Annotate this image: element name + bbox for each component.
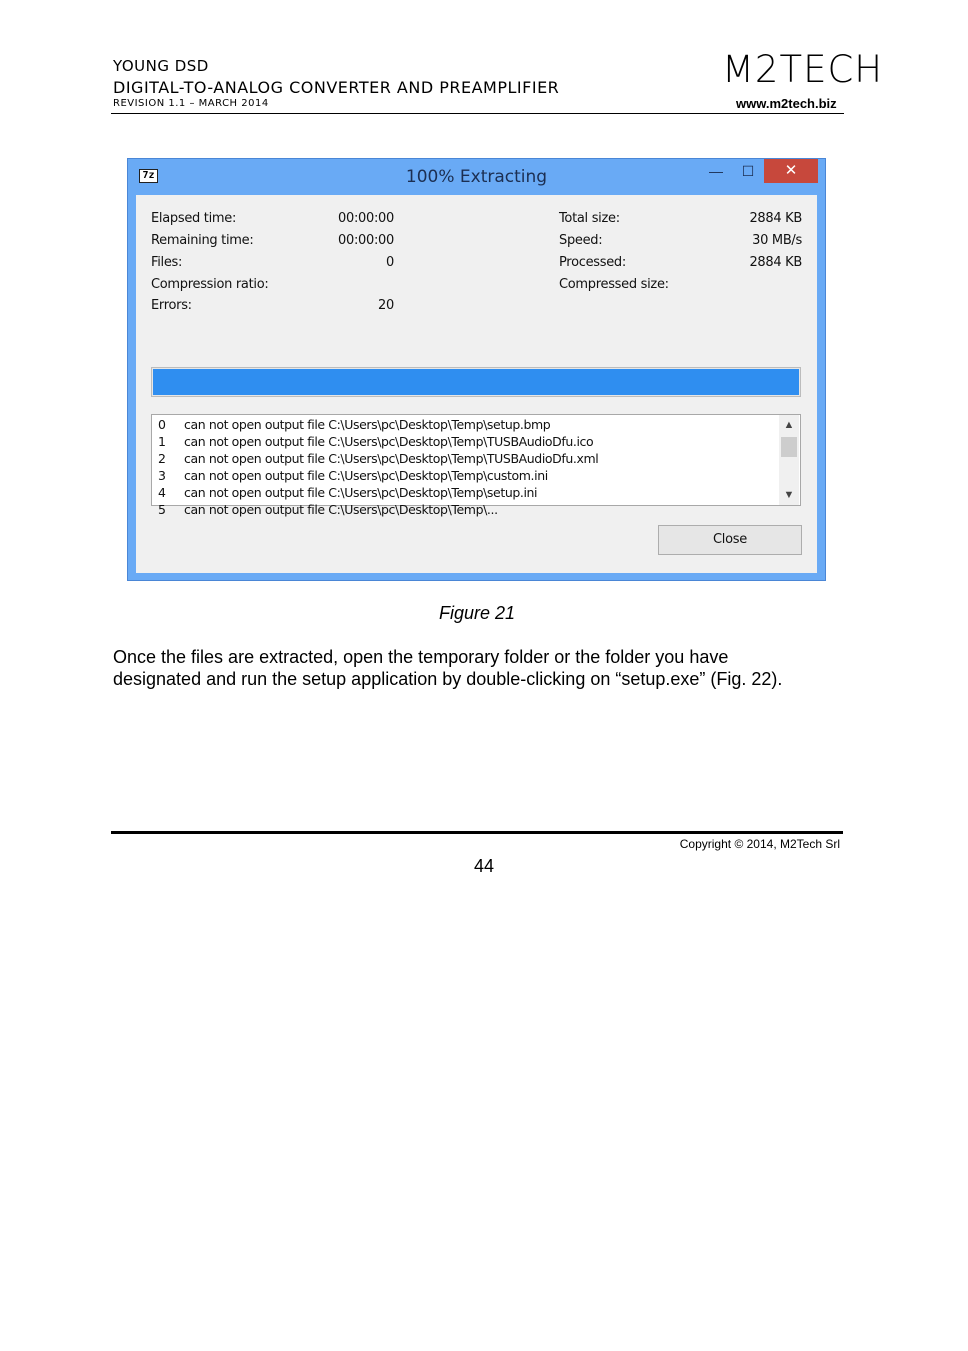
title-bar[interactable] (128, 159, 825, 195)
scroll-thumb[interactable] (781, 437, 797, 457)
error-log-list[interactable] (151, 414, 801, 517)
website-link[interactable]: www.m2tech.biz (736, 96, 837, 111)
doc-title: YOUNG DSD (113, 57, 209, 75)
files-value: 0 (386, 255, 394, 270)
window-client (136, 195, 817, 573)
speed-label: Speed: (559, 233, 603, 248)
log-row-message: can not open output file C:\Users\pc\Desktop\Temp\TUSBAudioDfu.xml (184, 451, 599, 466)
log-row-index: 1 (158, 434, 166, 449)
total-size-label: Total size: (559, 211, 620, 226)
log-scrollbar[interactable] (779, 415, 799, 505)
total-size-value: 2884 KB (749, 211, 802, 226)
compressed-size-label: Compressed size: (559, 277, 669, 292)
m2tech-logo: M2TECH (722, 48, 884, 91)
doc-subtitle: DIGITAL-TO-ANALOG CONVERTER AND PREAMPLIFIER (113, 78, 560, 97)
figure-caption: Figure 21 (438, 603, 516, 623)
window-title: 100% Extracting (405, 167, 548, 187)
processed-value: 2884 KB (749, 255, 802, 270)
progress-fill (153, 369, 799, 395)
page-number: 44 (473, 856, 495, 876)
minimize-button[interactable] (700, 159, 732, 183)
log-row-message: can not open output file C:\Users\pc\Desktop\Temp\setup.bmp (184, 417, 551, 432)
scroll-down-icon[interactable]: ▼ (783, 489, 795, 501)
processed-label: Processed: (559, 255, 626, 270)
log-row-message: can not open output file C:\Users\pc\Desktop\Temp\custom.ini (184, 468, 548, 483)
compression-ratio-label: Compression ratio: (151, 277, 269, 292)
7zip-icon: 7z (139, 169, 158, 183)
remaining-time-label: Remaining time: (151, 233, 254, 248)
remaining-time-value: 00:00:00 (338, 233, 394, 248)
elapsed-time-value: 00:00:00 (338, 211, 394, 226)
maximize-icon: ☐ (741, 163, 755, 179)
log-row-index: 2 (158, 451, 166, 466)
errors-value: 20 (378, 298, 394, 313)
scroll-up-icon[interactable]: ▲ (783, 419, 795, 431)
paragraph-line-1: Once the files are extracted, open the temporary folder or the folder you have (113, 647, 729, 667)
progress-bar (151, 367, 801, 397)
elapsed-time-label: Elapsed time: (151, 211, 237, 226)
log-row-index: 5 (158, 502, 166, 517)
files-label: Files: (151, 255, 183, 270)
window-close-button[interactable] (764, 159, 818, 183)
doc-revision: REVISION 1.1 – MARCH 2014 (113, 98, 269, 109)
log-row-message: can not open output file C:\Users\pc\Desktop\Temp\TUSBAudioDfu.ico (184, 434, 594, 449)
log-row-index: 4 (158, 485, 166, 500)
log-row-message: can not open output file C:\Users\pc\Desktop\Temp\setup.ini (184, 485, 538, 500)
extract-window (127, 158, 826, 581)
header-rule (111, 113, 844, 114)
close-icon: ✕ (784, 162, 798, 179)
close-button[interactable]: Close (658, 525, 802, 555)
footer-rule (111, 831, 843, 834)
speed-value: 30 MB/s (752, 233, 802, 248)
minimize-icon: — (709, 163, 723, 179)
copyright-notice: Copyright © 2014, M2Tech Srl (679, 837, 840, 851)
errors-label: Errors: (151, 298, 192, 313)
log-row-index: 3 (158, 468, 166, 483)
maximize-button[interactable] (732, 159, 764, 183)
log-row-message: can not open output file C:\Users\pc\Desktop\Temp\... (184, 502, 498, 517)
paragraph-line-2: designated and run the setup application by double-clicking on “setup.exe” (Fig. 22). (113, 669, 783, 689)
log-row-index: 0 (158, 417, 166, 432)
